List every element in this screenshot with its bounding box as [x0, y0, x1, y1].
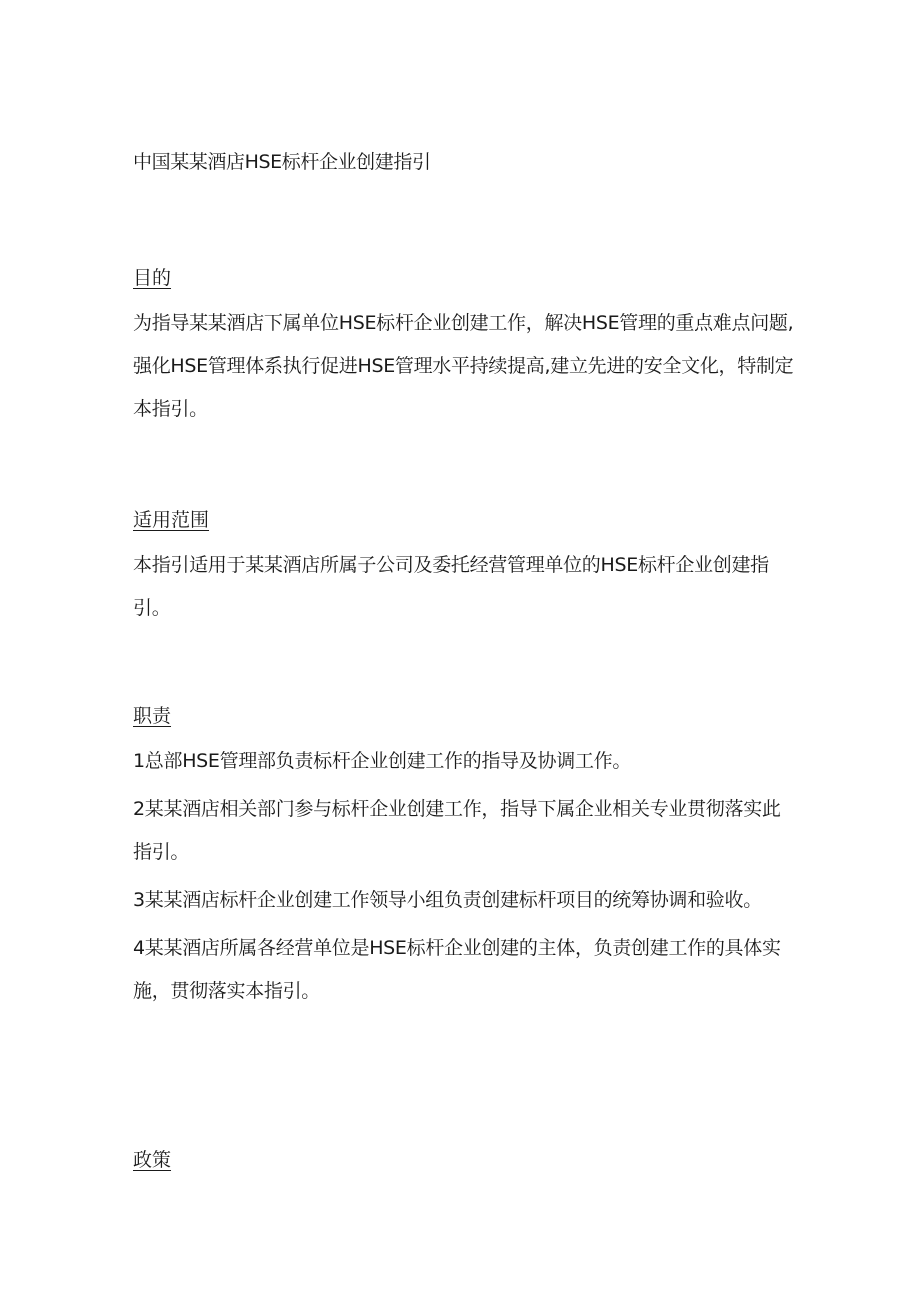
section-heading-policy[interactable]: 政策 [133, 1149, 172, 1171]
section-heading-purpose[interactable]: 目的 [133, 267, 172, 289]
duty-item-3: 3某某酒店标杆企业创建工作领导小组负责创建标杆项目的统筹协调和验收。 [133, 889, 762, 911]
purpose-paragraph: 为指导某某酒店下属单位HSE标杆企业创建工作，解决HSE管理的重点难点问题,强化HSE管理体系执行促进HSE管理水平持续提高,建立先进的安全文化，特制定本指引。 [133, 312, 794, 420]
scope-paragraph: 本指引适用于某某酒店所属子公司及委托经营管理单位的HSE标杆企业创建指引。 [133, 554, 769, 619]
duty-item-1: 1总部HSE管理部负责标杆企业创建工作的指导及协调工作。 [133, 750, 632, 772]
document-title: 中国某某酒店HSE标杆企业创建指引 [133, 151, 431, 173]
section-duty [133, 702, 798, 1013]
section-policy [133, 1146, 798, 1184]
section-heading-duty[interactable]: 职责 [133, 705, 172, 727]
section-heading-scope[interactable]: 适用范围 [133, 509, 210, 531]
section-purpose [133, 264, 798, 431]
duty-item-2: 2某某酒店相关部门参与标杆企业创建工作，指导下属企业相关专业贯彻落实此指引。 [133, 798, 781, 863]
duty-item-4: 4某某酒店所属各经营单位是HSE标杆企业创建的主体，负责创建工作的具体实施，贯彻落实本指引。 [133, 937, 781, 1002]
section-scope [133, 506, 798, 630]
